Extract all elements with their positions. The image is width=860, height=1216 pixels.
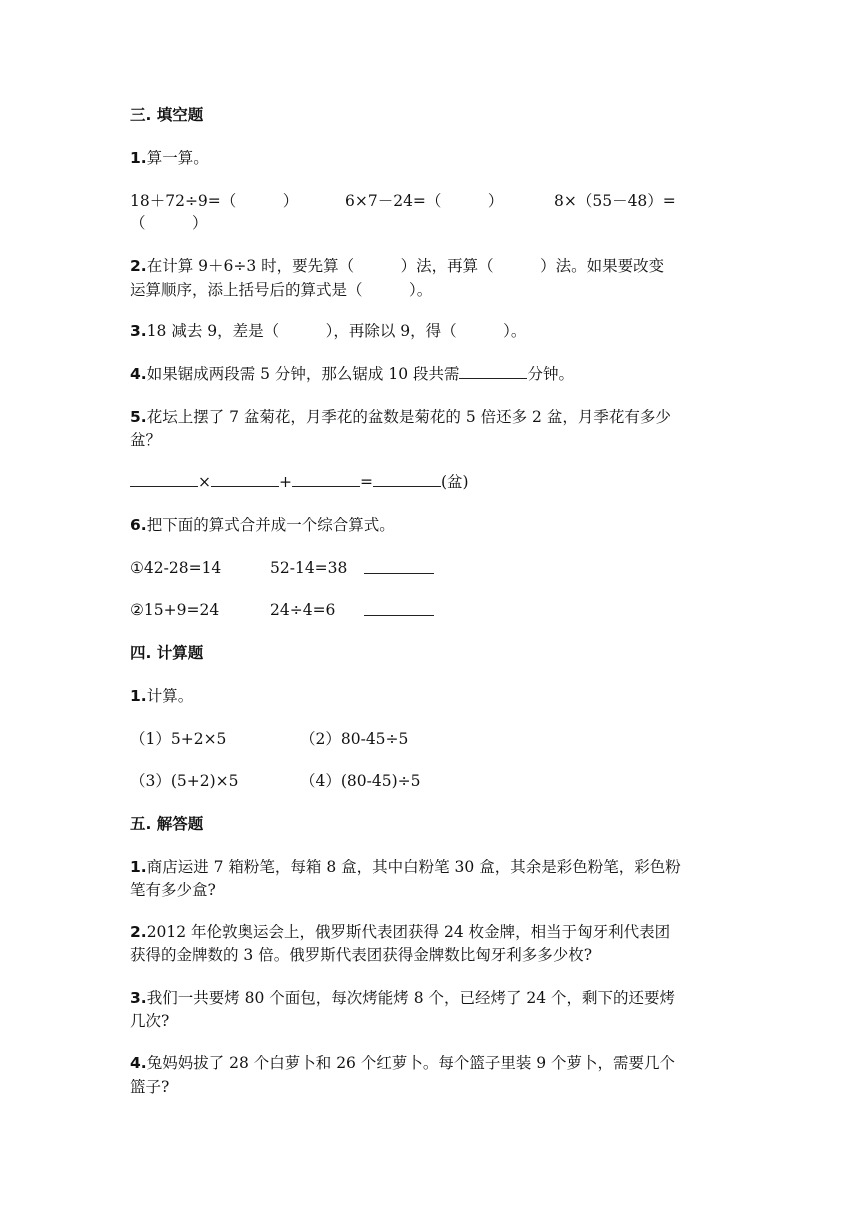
question-number: 4. [130, 365, 147, 383]
equation-b: 24÷4=6 [270, 601, 336, 619]
calc-item-1: （1）5+2×5 [130, 730, 227, 748]
expression-1: 18＋72÷9=（ ） [130, 192, 299, 210]
question-3-5-line-1 [130, 406, 671, 428]
question-text: 算一算。 [146, 149, 209, 167]
answer-blank-2[interactable] [211, 472, 279, 487]
question-3-2-line-1 [130, 255, 664, 277]
question-number: 2. [130, 257, 147, 275]
answer-blank[interactable] [364, 601, 434, 616]
question-text: 兔妈妈拔了 28 个白萝卜和 26 个红萝卜。每个篮子里装 9 个萝卜，需要几个 [146, 1054, 676, 1072]
expression-3-continued: （ ） [130, 214, 208, 232]
equation-a: ②15+9=24 [130, 601, 220, 619]
question-5-3-line-1 [130, 987, 675, 1009]
section-heading-word-problems: 五. 解答题 [130, 815, 204, 833]
question-text: 计算。 [146, 687, 194, 705]
question-number: 3. [130, 989, 147, 1007]
section-heading-fill-in: 三. 填空题 [130, 106, 204, 124]
question-number: 2. [130, 923, 147, 941]
equation-b: 52-14=38 [270, 559, 348, 577]
question-3-2-line-2: 运算顺序，添上括号后的算式是（ ）。 [130, 281, 433, 299]
question-text: 如果锯成两段需 5 分钟，那么锯成 10 段共需 [146, 365, 460, 383]
question-4-1-row-2 [130, 770, 730, 792]
expression-2: 6×7－24=（ ） [345, 192, 504, 210]
question-3-6 [130, 514, 395, 536]
answer-blank[interactable] [459, 364, 527, 379]
equation-a: ①42-28=14 [130, 559, 222, 577]
question-number: 4. [130, 1054, 147, 1072]
question-text: 把下面的算式合并成一个综合算式。 [146, 516, 395, 534]
calc-item-3: （3）(5+2)×5 [130, 772, 239, 790]
question-number: 6. [130, 516, 147, 534]
question-3-1-expressions [130, 190, 730, 212]
question-text: 商店运进 7 箱粉笔，每箱 8 盒，其中白粉笔 30 盒，其余是彩色粉笔，彩色粉 [146, 858, 681, 876]
answer-blank-3[interactable] [292, 472, 360, 487]
question-5-3-line-2: 几次? [130, 1012, 170, 1030]
question-text: 2012 年伦敦奥运会上，俄罗斯代表团获得 24 枚金牌，相当于匈牙利代表团 [146, 923, 671, 941]
question-5-1-line-2: 笔有多少盒? [130, 881, 216, 899]
plus-sign: + [279, 473, 292, 491]
question-number: 1. [130, 687, 147, 705]
question-3-5-formula [130, 471, 469, 493]
unit-label: (盆) [441, 473, 469, 491]
question-3-1 [130, 147, 209, 169]
question-5-2-line-2: 获得的金牌数的 3 倍。俄罗斯代表团获得金牌数比匈牙利多多少枚? [130, 946, 593, 964]
equals-sign: = [360, 473, 373, 491]
question-4-1-row-1 [130, 728, 730, 750]
question-5-4-line-1 [130, 1052, 675, 1074]
section-heading-calculation: 四. 计算题 [130, 644, 204, 662]
question-text: 18 减去 9，差是（ ），再除以 9，得（ ）。 [146, 322, 527, 340]
question-number: 1. [130, 858, 147, 876]
question-3-6-row-2 [130, 599, 730, 621]
question-3-6-row-1 [130, 557, 730, 579]
answer-blank[interactable] [364, 559, 434, 574]
question-number: 3. [130, 322, 147, 340]
question-text-suffix: 分钟。 [527, 365, 574, 383]
question-text: 在计算 9＋6÷3 时，要先算（ ）法，再算（ ）法。如果要改变 [146, 257, 665, 275]
calc-item-4: （4）(80-45)÷5 [300, 772, 421, 790]
question-5-4-line-2: 篮子? [130, 1078, 170, 1096]
question-5-1-line-1 [130, 856, 681, 878]
question-3-3 [130, 320, 526, 342]
question-text: 花坛上摆了 7 盆菊花，月季花的盆数是菊花的 5 倍还多 2 盆，月季花有多少 [146, 408, 671, 426]
times-sign: × [198, 473, 211, 491]
calc-item-2: （2）80-45÷5 [300, 730, 409, 748]
answer-blank-4[interactable] [373, 472, 441, 487]
question-3-5-line-2: 盆？ [130, 431, 162, 449]
question-5-2-line-1 [130, 921, 670, 943]
question-number: 1. [130, 149, 147, 167]
question-4-1 [130, 685, 193, 707]
question-text: 我们一共要烤 80 个面包，每次烤能烤 8 个，已经烤了 24 个，剩下的还要烤 [146, 989, 676, 1007]
question-number: 5. [130, 408, 147, 426]
answer-blank-1[interactable] [130, 472, 198, 487]
expression-3: 8×（55－48）= [554, 192, 676, 210]
question-3-4 [130, 363, 574, 385]
